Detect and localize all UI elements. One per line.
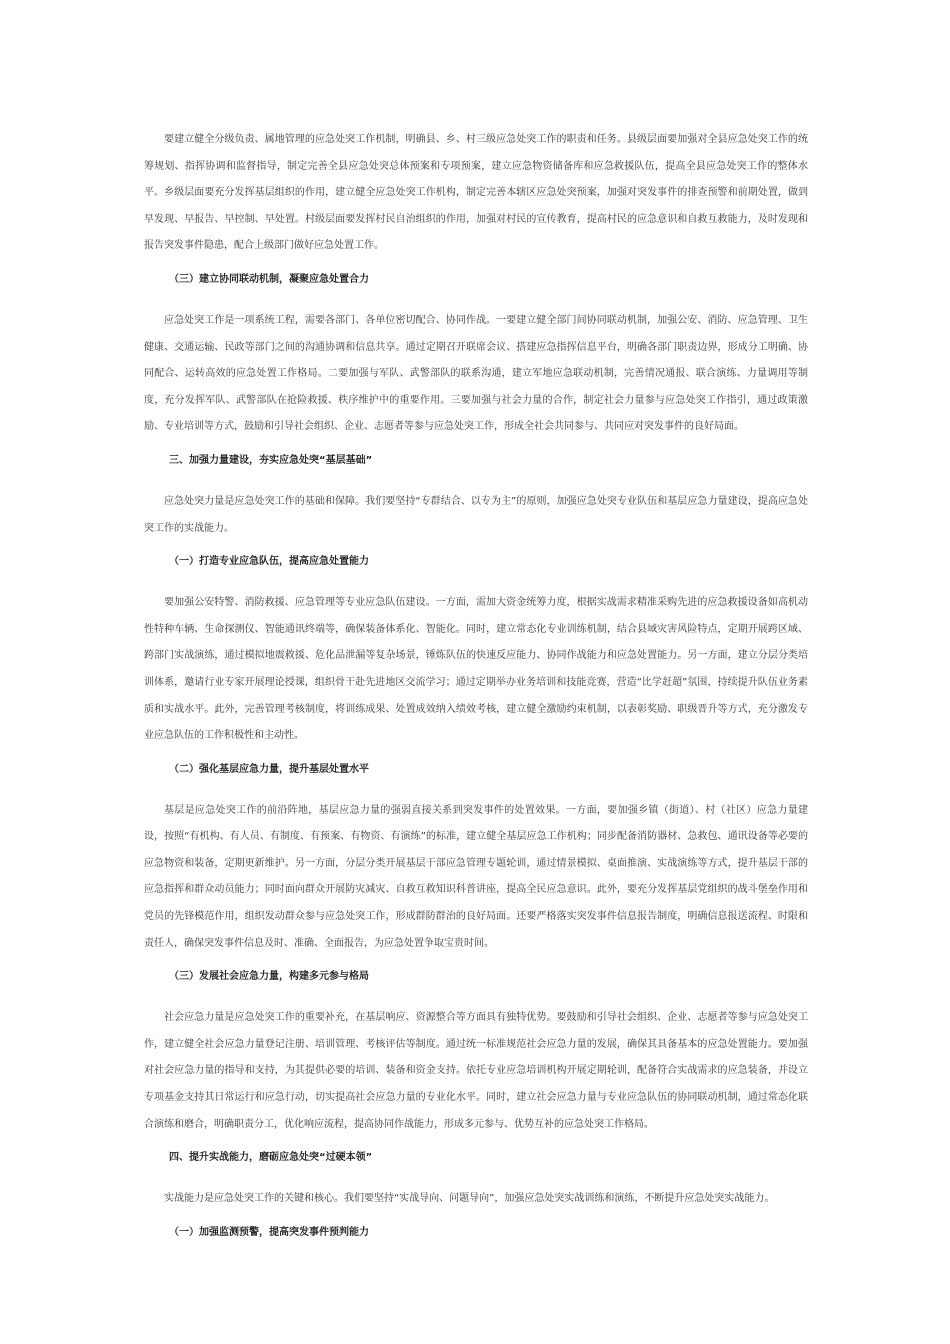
paragraph-force-building: 应急处突力量是应急处突工作的基础和保障。我们要坚持“专群结合、以专为主”的原则，加强应急处突专业队伍和基层应急力量建设，提高应急处突工作的实战能力。 xyxy=(144,495,808,534)
paragraph-coordination-mechanism: 应急处突工作是一项系统工程，需要各部门、各单位密切配合、协同作战。一要建立健全部门间协同联动机制，加强公安、消防、应急管理、卫生健康、交通运输、民政等部门之间的沟通协调和信息共享。通过定期召开联席会议、搭建应急指挥信息平台，明确各部门职责边界，形成分工明确、协同配合、运转高效的应急处置工作格局。二要加强与军队、武警部队的联系沟通，建立军地应急联动机制，完善情况通报、联合演练、力量调用等制度，充分发挥军队、武警部队在抢险救援、秩序维护中的重要作用。三要加强与社会力量的合作，制定社会力量参与应急处突工作指引，通过政策激励、专业培训等方式，鼓励和引导社会组织、企业、志愿者等参与应急处突工作，形成全社会共同参与、共同应对突发事件的良好局面。 xyxy=(144,314,808,433)
paragraph-tiered-responsibility: 要建立健全分级负责、属地管理的应急处突工作机制，明确县、乡、村三级应急处突工作的职责和任务。县级层面要加强对全县应急处突工作的统筹规划、指挥协调和监督指导，制定完善全县应急处突总体预案和专项预案，建立应急物资储备库和应急救援队伍，提高全县应急处突工作的整体水平。乡级层面要充分发挥基层组织的作用，建立健全应急处突工作机构，制定完善本辖区应急处突预案，加强对突发事件的排查预警和前期处置，做到早发现、早报告、早控制、早处置。村级层面要发挥村民自治组织的作用，加强对村民的宣传教育，提高村民的应急意识和自救互救能力，及时发现和报告突发事件隐患，配合上级部门做好应急处置工作。 xyxy=(144,134,808,252)
heading-grassroots-forces: （二）强化基层应急力量，提升基层处置水平 xyxy=(169,763,369,775)
heading-coordination-mechanism: （三）建立协同联动机制，凝聚应急处置合力 xyxy=(169,273,369,285)
paragraph-professional-teams: 要加强公安特警、消防救援、应急管理等专业应急队伍建设。一方面，需加大资金统筹力度，根据实战需求精准采购先进的应急救援设备如高机动性特种车辆、生命探测仪、智能通讯终端等，确保装备体系化、智能化。同时，建立常态化专业训练机制，结合县域灾害风险特点，定期开展跨区域、跨部门实战演练，通过模拟地震救援、危化品泄漏等复杂场景，锤炼队伍的快速反应能力、协同作战能力和应急处置能力。另一方面，建立分层分类培训体系，邀请行业专家开展理论授课，组织骨干赴先进地区交流学习；通过定期举办业务培训和技能竞赛，营造“比学赶超”氛围，持续提升队伍业务素质和实战水平。此外，完善管理考核制度，将训练成果、处置成效纳入绩效考核，建立健全激励约束机制，以表彰奖励、职级晋升等方式，充分激发专业应急队伍的工作积极性和主动性。 xyxy=(144,597,808,742)
document-body xyxy=(144,127,808,1261)
heading-professional-teams: （一）打造专业应急队伍，提高应急处置能力 xyxy=(169,556,369,568)
heading-social-forces: （三）发展社会应急力量，构建多元参与格局 xyxy=(169,971,369,983)
heading-force-building: 三、加强力量建设，夯实应急处突“基层基础” xyxy=(169,454,373,466)
heading-practical-ability: 四、提升实战能力，磨砺应急处突“过硬本领” xyxy=(169,1152,373,1164)
paragraph-grassroots-forces: 基层是应急处突工作的前沿阵地，基层应急力量的强弱直接关系到突发事件的处置效果。一方面，要加强乡镇（街道）、村（社区）应急力量建设，按照“有机构、有人员、有制度、有预案、有物资、有演练”的标准，建立健全基层应急工作机构；同步配备消防器材、急救包、通讯设备等必要的应急物资和装备，定期更新维护。另一方面，分层分类开展基层干部应急管理专题轮训，通过情景模拟、桌面推演、实战演练等方式，提升基层干部的应急指挥和群众动员能力；同时面向群众开展防灾减灾、自救互救知识科普讲座，提高全民应急意识。此外，要充分发挥基层党组织的战斗堡垒作用和党员的先锋模范作用，组织发动群众参与应急处突工作，形成群防群治的良好局面。还要严格落实突发事件信息报告制度，明确信息报送流程、时限和责任人，确保突发事件信息及时、准确、全面报告，为应急处置争取宝贵时间。 xyxy=(144,804,808,949)
paragraph-practical-ability: 实战能力是应急处突工作的关键和核心。我们要坚持“实战导向、问题导向”，加强应急处突实战训练和演练，不断提升应急处突实战能力。 xyxy=(164,1193,775,1205)
paragraph-social-forces: 社会应急力量是应急处突工作的重要补充，在基层响应、资源整合等方面具有独特优势。要鼓励和引导社会组织、企业、志愿者等参与应急处突工作，建立健全社会应急力量登记注册、培训管理、考核评估等制度。通过统一标准规范社会应急力量的发展，确保其具备基本的应急处置能力。要加强对社会应急力量的指导和支持，为其提供必要的培训、装备和资金支持。依托专业应急培训机构开展定期轮训，配备符合实战需求的应急装备，并设立专项基金支持其日常运行和应急行动，切实提高社会应急力量的专业化水平。同时，建立社会应急力量与专业应急队伍的协同联动机制，通过常态化联合演练和磨合，明确职责分工，优化响应流程，提高协同作战能力，形成多元参与、优势互补的应急处突工作格局。 xyxy=(144,1012,808,1130)
heading-monitoring-warning: （一）加强监测预警，提高突发事件预判能力 xyxy=(169,1226,369,1238)
